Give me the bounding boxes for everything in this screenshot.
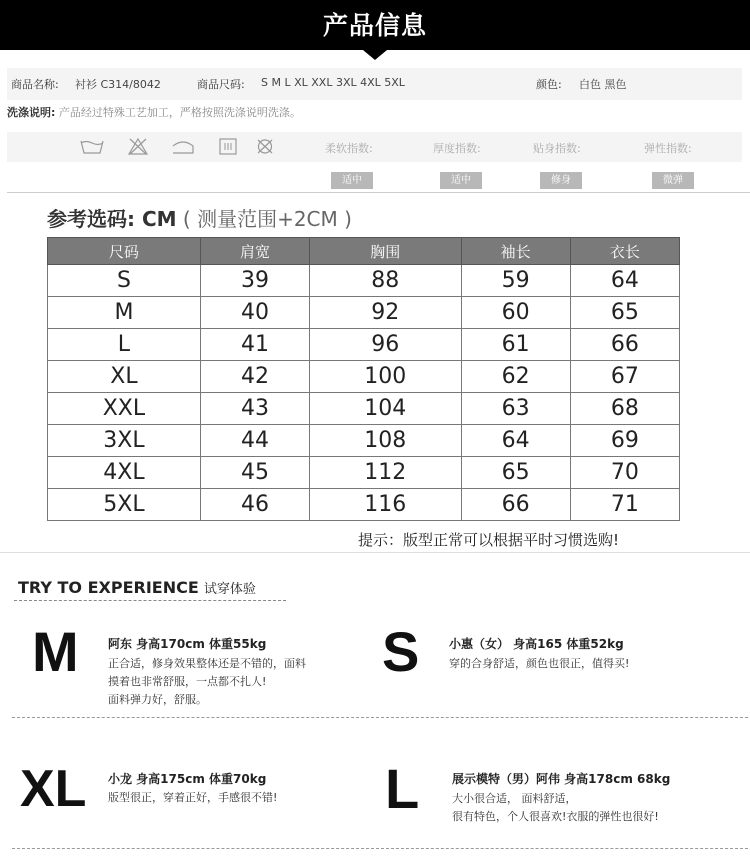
cell-sleeve: 59	[461, 265, 570, 297]
elasticity-value: 微弹	[652, 172, 694, 189]
size-label: 商品尺码:	[197, 78, 245, 91]
cell-chest: 92	[310, 297, 461, 329]
review-header: 阿东 身高170cm 体重55kg	[108, 637, 267, 651]
review-line: 版型很正，穿着正好，手感很不错!	[108, 791, 278, 804]
color-label: 颜色:	[536, 78, 562, 91]
softness-value: 适中	[331, 172, 373, 189]
review-text	[108, 655, 306, 709]
hang-dry-icon	[171, 138, 193, 155]
thickness-label: 厚度指数:	[433, 142, 481, 155]
table-row	[48, 265, 680, 297]
cell-length: 71	[570, 489, 679, 521]
try-title	[18, 578, 256, 597]
section-separator	[0, 552, 750, 553]
size-values: S M L XL XXL 3XL 4XL 5XL	[261, 76, 405, 89]
try-underline	[14, 600, 286, 601]
cell-sleeve: 60	[461, 297, 570, 329]
header-size: 尺码	[48, 238, 201, 265]
reference-title-main: 参考选码: CM	[47, 207, 177, 231]
review-line: 穿的合身舒适，颜色也很正，值得买!	[449, 657, 630, 670]
table-row	[48, 329, 680, 361]
review-header: 小惠（女） 身高165 体重52kg	[449, 637, 624, 651]
review-text	[449, 655, 629, 673]
cell-chest: 100	[310, 361, 461, 393]
review-text	[108, 789, 277, 807]
cell-size: 5XL	[48, 489, 201, 521]
cell-shoulder: 40	[200, 297, 309, 329]
cell-chest: 108	[310, 425, 461, 457]
fit-label: 贴身指数:	[533, 142, 581, 155]
cell-length: 65	[570, 297, 679, 329]
review-size-letter: S	[382, 620, 420, 683]
review-line: 很有特色，个人很喜欢!衣服的弹性也很好!	[452, 810, 659, 823]
review-line: 正合适，修身效果整体还是不错的，面料	[108, 657, 306, 670]
review-size-letter: L	[385, 757, 420, 820]
cell-shoulder: 46	[200, 489, 309, 521]
table-row	[48, 489, 680, 521]
cell-sleeve: 66	[461, 489, 570, 521]
no-dry-clean-icon	[254, 138, 276, 155]
banner-pointer	[363, 50, 387, 60]
review-divider	[12, 848, 748, 849]
review-line: 大小很合适， 面料舒适，	[452, 792, 577, 805]
product-info-row	[7, 68, 742, 100]
color-values: 白色 黑色	[579, 78, 627, 91]
review-header: 展示模特（男）阿伟 身高178cm 68kg	[452, 772, 671, 786]
page-title: 产品信息	[322, 11, 427, 40]
cell-length: 67	[570, 361, 679, 393]
cell-length: 66	[570, 329, 679, 361]
cell-length: 69	[570, 425, 679, 457]
wash-text: 产品经过特殊工艺加工，严格按照洗涤说明洗涤。	[58, 106, 301, 119]
size-tip: 提示：版型正常可以根据平时习惯选购!	[358, 531, 620, 549]
cell-shoulder: 42	[200, 361, 309, 393]
cell-shoulder: 45	[200, 457, 309, 489]
size-table	[47, 237, 680, 521]
review-header: 小龙 身高175cm 体重70kg	[108, 772, 267, 786]
reference-title-note: ( 测量范围+2CM )	[182, 207, 352, 231]
wash-note	[7, 104, 301, 120]
review-line: 面料弹力好，舒服。	[108, 693, 207, 706]
cell-shoulder: 39	[200, 265, 309, 297]
cell-size: 4XL	[48, 457, 201, 489]
cell-length: 68	[570, 393, 679, 425]
cell-sleeve: 62	[461, 361, 570, 393]
review-divider	[12, 717, 748, 718]
divider	[7, 192, 750, 193]
name-label: 商品名称:	[11, 78, 59, 91]
wash-label: 洗涤说明:	[7, 106, 56, 119]
cell-shoulder: 44	[200, 425, 309, 457]
header-shoulder: 肩宽	[200, 238, 309, 265]
cell-length: 64	[570, 265, 679, 297]
cell-sleeve: 64	[461, 425, 570, 457]
name-value: 衬衫 C314/8042	[75, 78, 161, 91]
cell-chest: 96	[310, 329, 461, 361]
thickness-value: 适中	[440, 172, 482, 189]
softness-label: 柔软指数:	[325, 142, 373, 155]
care-row	[7, 132, 742, 162]
fit-value: 修身	[540, 172, 582, 189]
review-line: 摸着也非常舒服，一点都不扎人!	[108, 675, 267, 688]
cell-length: 70	[570, 457, 679, 489]
reference-title	[47, 203, 352, 232]
cell-size: M	[48, 297, 201, 329]
size-table-header	[48, 238, 680, 265]
try-title-zh: 试穿体验	[203, 582, 256, 597]
cell-shoulder: 41	[200, 329, 309, 361]
table-row	[48, 393, 680, 425]
cell-chest: 116	[310, 489, 461, 521]
header-length: 衣长	[570, 238, 679, 265]
cell-sleeve: 65	[461, 457, 570, 489]
cell-sleeve: 63	[461, 393, 570, 425]
cell-sleeve: 61	[461, 329, 570, 361]
elasticity-label: 弹性指数:	[644, 142, 692, 155]
review-size-letter: M	[32, 620, 79, 683]
cell-chest: 112	[310, 457, 461, 489]
table-row	[48, 361, 680, 393]
cell-chest: 104	[310, 393, 461, 425]
cell-size: XXL	[48, 393, 201, 425]
cell-shoulder: 43	[200, 393, 309, 425]
cell-chest: 88	[310, 265, 461, 297]
try-title-en: TRY TO EXPERIENCE	[18, 578, 199, 597]
tumble-dry-icon	[217, 138, 239, 155]
review-size-letter: XL	[20, 760, 87, 818]
table-row	[48, 457, 680, 489]
table-row	[48, 297, 680, 329]
table-row	[48, 425, 680, 457]
wash-30-icon	[80, 138, 102, 155]
cell-size: L	[48, 329, 201, 361]
review-text	[452, 790, 659, 826]
cell-size: XL	[48, 361, 201, 393]
header-chest: 胸围	[310, 238, 461, 265]
header-sleeve: 袖长	[461, 238, 570, 265]
no-bleach-icon	[127, 138, 149, 155]
cell-size: 3XL	[48, 425, 201, 457]
cell-size: S	[48, 265, 201, 297]
